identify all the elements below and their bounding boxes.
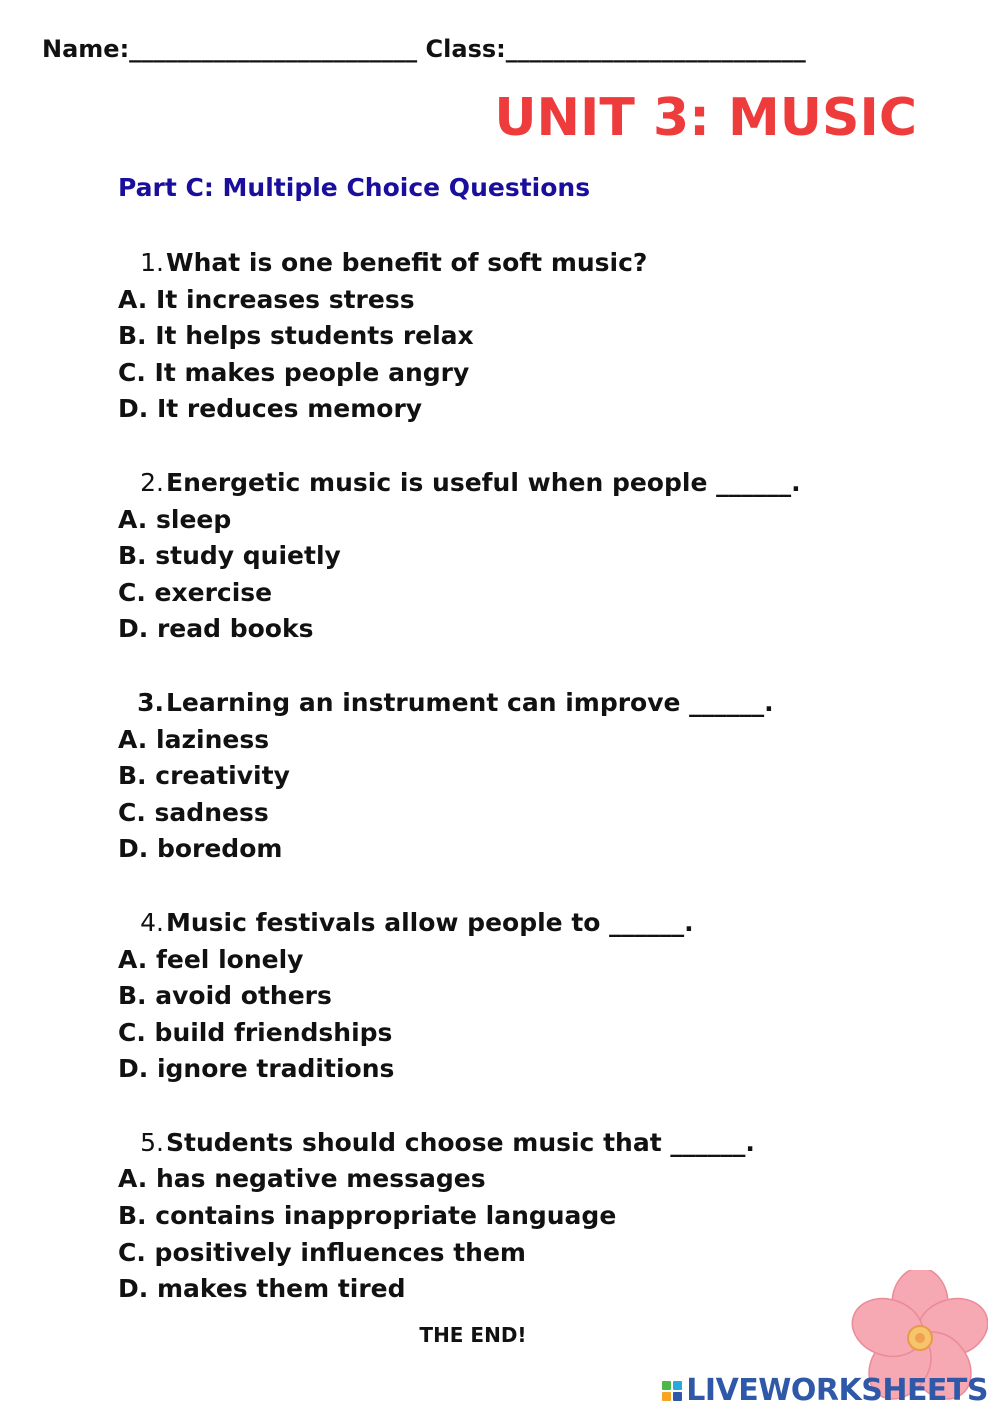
option-c: C. It makes people angry	[118, 357, 470, 387]
option-d: D. read books	[118, 614, 314, 644]
option-a: A. feel lonely	[118, 944, 304, 974]
option-c: C. positively influences them	[118, 1237, 526, 1267]
question-text-line	[118, 245, 801, 282]
option-a: A. has negative messages	[118, 1164, 486, 1194]
student-info-line	[42, 35, 806, 63]
question-number: 4.	[140, 907, 164, 937]
liveworksheets-logo[interactable]	[662, 1373, 988, 1408]
liveworksheets-logo-icon	[662, 1381, 682, 1401]
question-number: 5.	[140, 1127, 164, 1157]
option-d: D. ignore traditions	[118, 1054, 395, 1084]
question-number: 3.	[137, 687, 164, 717]
end-text: THE END!	[419, 1323, 527, 1347]
option-b: B. contains inappropriate language	[118, 1201, 617, 1231]
question-text: Learning an instrument can improve ______.	[166, 687, 774, 717]
unit-title: UNIT 3: MUSIC	[494, 88, 917, 148]
question-text-line	[118, 905, 801, 942]
question-text: What is one benefit of soft music?	[166, 248, 648, 277]
option-b: B. creativity	[118, 761, 290, 791]
class-field-label: Class:_________________________	[425, 35, 806, 63]
question-number: 1.	[140, 248, 164, 277]
question-5	[118, 1125, 801, 1308]
question-3	[118, 685, 801, 868]
option-d: D. boredom	[118, 834, 283, 864]
question-1	[118, 245, 801, 428]
question-text: Energetic music is useful when people ______.	[166, 467, 801, 497]
question-text: Music festivals allow people to ______.	[166, 907, 694, 937]
option-a: A. sleep	[118, 504, 232, 534]
option-b: B. It helps students relax	[118, 321, 474, 351]
question-4	[118, 905, 801, 1088]
question-list	[118, 245, 801, 1345]
question-text-line	[118, 465, 801, 502]
option-c: C. sadness	[118, 797, 269, 827]
question-text: Students should choose music that ______.	[166, 1127, 755, 1157]
option-c: C. build friendships	[118, 1017, 393, 1047]
part-title: Part C: Multiple Choice Questions	[118, 173, 591, 202]
question-text-line	[118, 1125, 801, 1162]
logo-text: LIVEWORKSHEETS	[686, 1373, 988, 1408]
option-d: D. It reduces memory	[118, 394, 423, 424]
option-a: A. laziness	[118, 724, 270, 754]
option-d: D. makes them tired	[118, 1274, 406, 1304]
option-a: A. It increases stress	[118, 284, 415, 314]
option-b: B. study quietly	[118, 541, 341, 571]
option-c: C. exercise	[118, 577, 273, 607]
name-field-label: Name:________________________	[42, 35, 418, 63]
option-b: B. avoid others	[118, 981, 332, 1011]
question-number: 2.	[140, 467, 164, 497]
question-2	[118, 465, 801, 648]
question-text-line	[118, 685, 801, 722]
